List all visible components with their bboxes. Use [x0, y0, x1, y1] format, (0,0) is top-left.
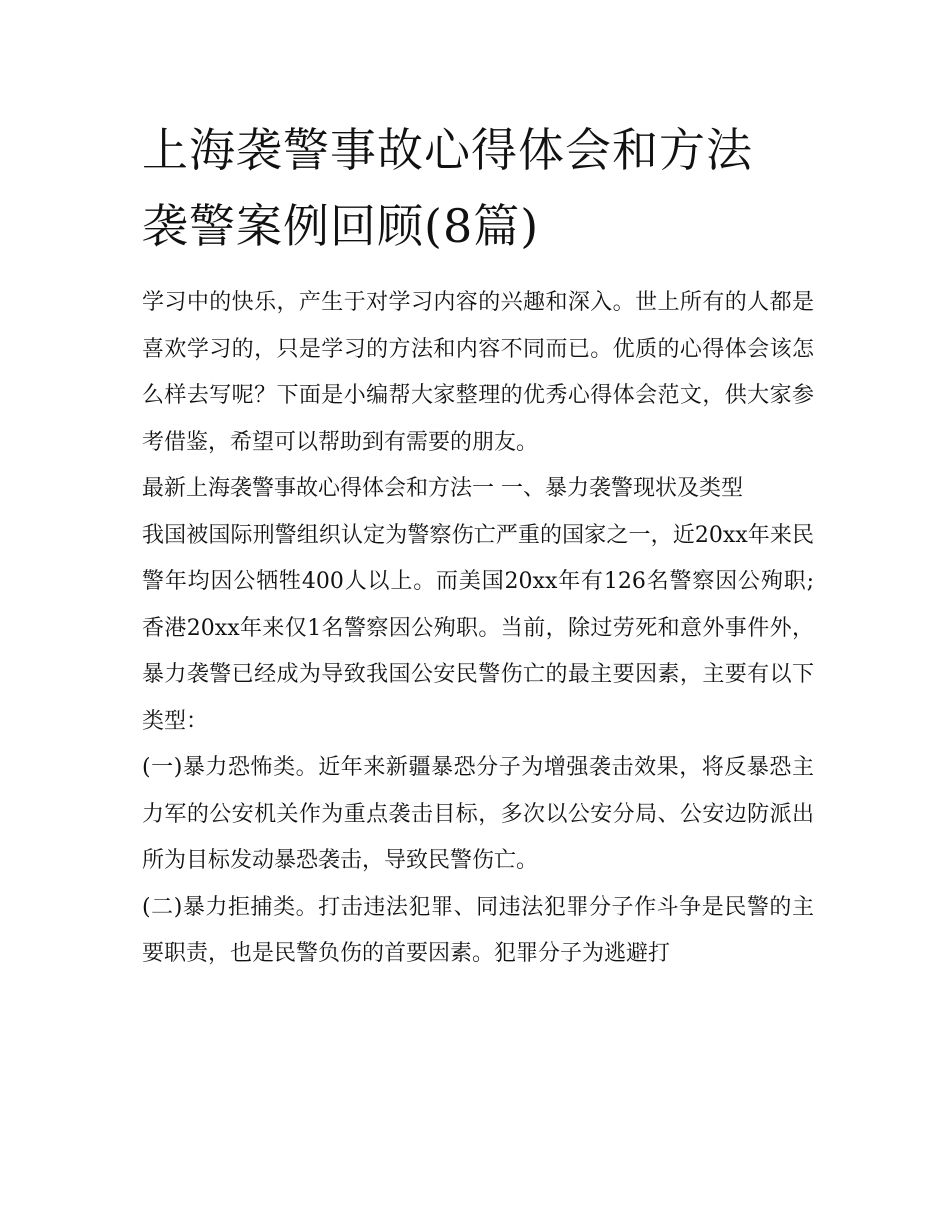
- intro-paragraph: 学习中的快乐，产生于对学习内容的兴趣和深入。世上所有的人都是喜欢学习的，只是学习的方法和内容不同而已。优质的心得体会该怎么样去写呢？下面是小编帮大家整理的优秀心得体会范文，供大家参考借鉴，希望可以帮助到有需要的朋友。: [142, 290, 814, 455]
- title-line-1: 上海袭警事故心得体会和方法: [142, 123, 753, 177]
- type-two-paragraph: (二)暴力拒捕类。打击违法犯罪、同违法犯罪分子作斗争是民警的主要职责，也是民警负伤的首要因素。犯罪分子为逃避打: [142, 894, 814, 966]
- status-paragraph: 我国被国际刑警组织认定为警察伤亡严重的国家之一，近20xx年来民警年均因公牺牲400人以上。而美国20xx年有126名警察因公殉职;香港20xx年来仅1名警察因公殉职。当前，除过劳死和意外事件外，暴力袭警已经成为导致我国公安民警伤亡的最主要因素，主要有以下类型：: [142, 522, 814, 734]
- document-title: [142, 112, 814, 264]
- document-body: [142, 280, 814, 978]
- title-line-2: 袭警案例回顾(8篇): [142, 199, 540, 253]
- section-heading-paragraph: 最新上海袭警事故心得体会和方法一 一、暴力袭警现状及类型: [142, 476, 743, 501]
- type-one-paragraph: (一)暴力恐怖类。近年来新疆暴恐分子为增强袭击效果，将反暴恐主力军的公安机关作为重点袭击目标，多次以公安分局、公安边防派出所为目标发动暴恐袭击，导致民警伤亡。: [142, 755, 814, 873]
- document-page: [142, 112, 814, 978]
